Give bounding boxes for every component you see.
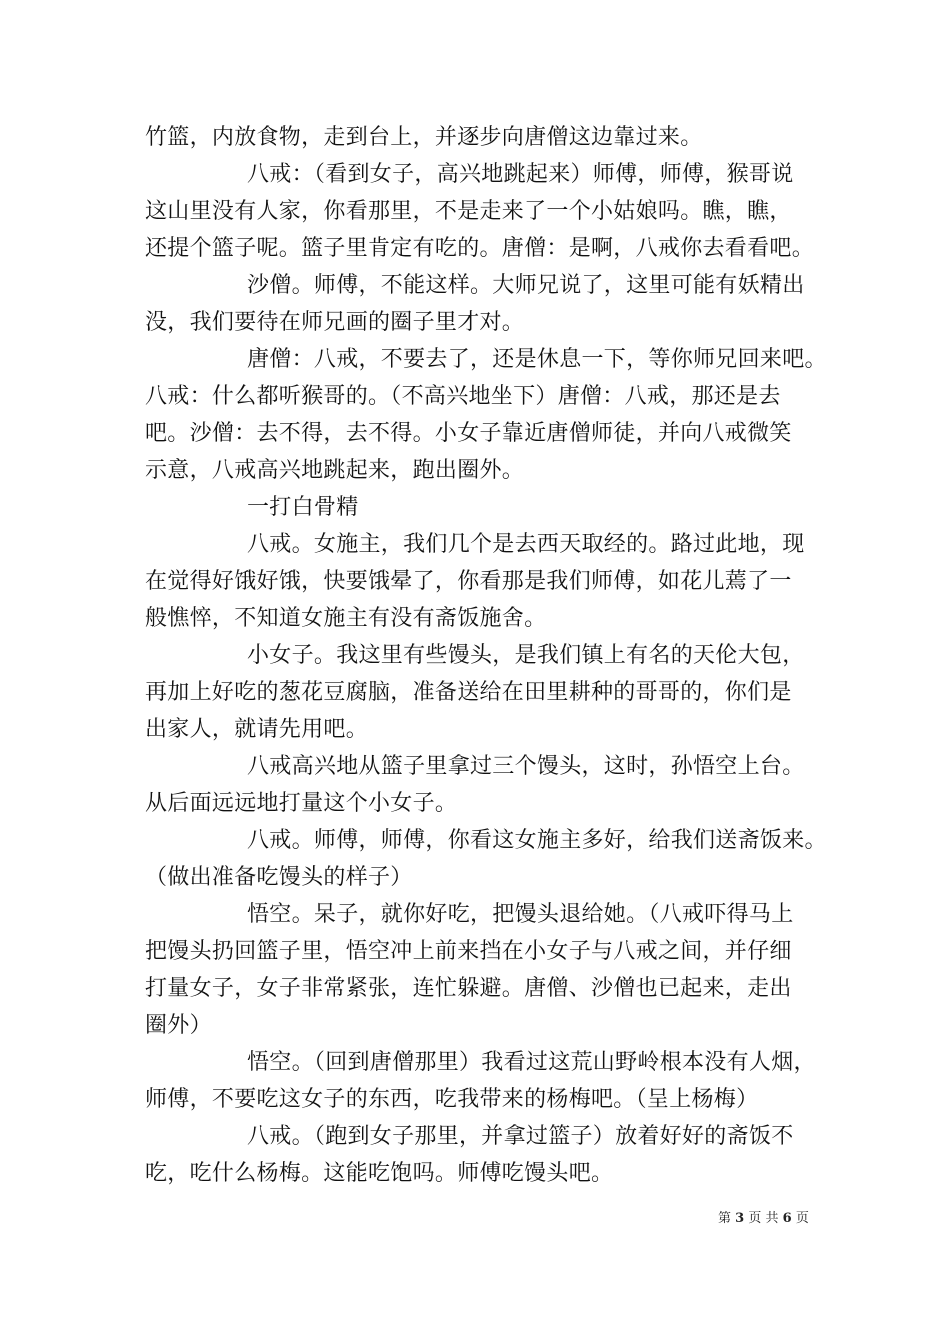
- text-line: 八戒：（看到女子，高兴地跳起来）师傅，师傅，猴哥说: [247, 162, 794, 187]
- text-line: 出家人，就请先用吧。: [145, 717, 369, 742]
- text-line: 在觉得好饿好饿，快要饿晕了，你看那是我们师傅，如花儿蔫了一: [145, 569, 792, 594]
- text-line: 八戒。女施主，我们几个是去西天取经的。路过此地，现: [247, 532, 805, 557]
- text-line: 这山里没有人家，你看那里，不是走来了一个小姑娘吗。瞧，瞧，: [145, 199, 792, 224]
- footer-middle: 页 共: [748, 1211, 779, 1226]
- text-line: 沙僧。师傅，不能这样。大师兄说了，这里可能有妖精出: [247, 273, 805, 298]
- text-line: 吧。沙僧：去不得，去不得。小女子靠近唐僧师徒，并向八戒微笑: [145, 421, 792, 446]
- footer-suffix: 页: [795, 1211, 809, 1226]
- page-number-footer: [718, 1209, 809, 1229]
- text-line: 师傅，不要吃这女子的东西，吃我带来的杨梅吧。（呈上杨梅）: [145, 1087, 759, 1112]
- text-line: 唐僧：八戒，不要去了，还是休息一下，等你师兄回来吧。: [247, 347, 827, 372]
- text-line: 八戒：什么都听猴哥的。（不高兴地坐下）唐僧：八戒，那还是去: [145, 384, 781, 409]
- text-line: 悟空。（回到唐僧那里）我看过这荒山野岭根本没有人烟，: [247, 1050, 816, 1075]
- text-line: 小女子。我这里有些馒头，是我们镇上有名的天伦大包，: [247, 643, 805, 668]
- text-line: 示意，八戒高兴地跳起来，跑出圈外。: [145, 458, 525, 483]
- text-line: 吃，吃什么杨梅。这能吃饱吗。师傅吃馒头吧。: [145, 1161, 614, 1186]
- current-page-number: 3: [735, 1211, 745, 1226]
- text-line: 再加上好吃的葱花豆腐脑，准备送给在田里耕种的哥哥的，你们是: [145, 680, 792, 705]
- text-line: 悟空。呆子，就你好吃，把馒头退给她。（八戒吓得马上: [247, 902, 794, 927]
- text-line: 还提个篮子呢。篮子里肯定有吃的。唐僧：是啊，八戒你去看看吧。: [145, 236, 815, 261]
- text-line: 打量女子，女子非常紧张，连忙躲避。唐僧、沙僧也已起来，走出: [145, 976, 792, 1001]
- section-heading: 一打白骨精: [247, 495, 359, 520]
- text-line: 竹篮，内放食物，走到台上，并逐步向唐僧这边靠过来。: [145, 125, 703, 150]
- text-line: 八戒。师傅，师傅，你看这女施主多好，给我们送斋饭来。: [247, 828, 827, 853]
- text-line: 从后面远远地打量这个小女子。: [145, 791, 458, 816]
- text-line: 没，我们要待在师兄画的圈子里才对。: [145, 310, 525, 335]
- text-line: （做出准备吃馒头的样子）: [145, 865, 413, 890]
- text-line: 把馒头扔回篮子里，悟空冲上前来挡在小女子与八戒之间，并仔细: [145, 939, 792, 964]
- text-line: 般憔悴，不知道女施主有没有斋饭施舍。: [145, 606, 547, 631]
- text-line: 圈外）: [145, 1013, 212, 1038]
- text-line: 八戒。（跑到女子那里，并拿过篮子）放着好好的斋饭不: [247, 1124, 794, 1149]
- total-pages-number: 6: [782, 1211, 792, 1226]
- footer-prefix: 第: [718, 1211, 732, 1226]
- text-line: 八戒高兴地从篮子里拿过三个馒头，这时，孙悟空上台。: [247, 754, 805, 779]
